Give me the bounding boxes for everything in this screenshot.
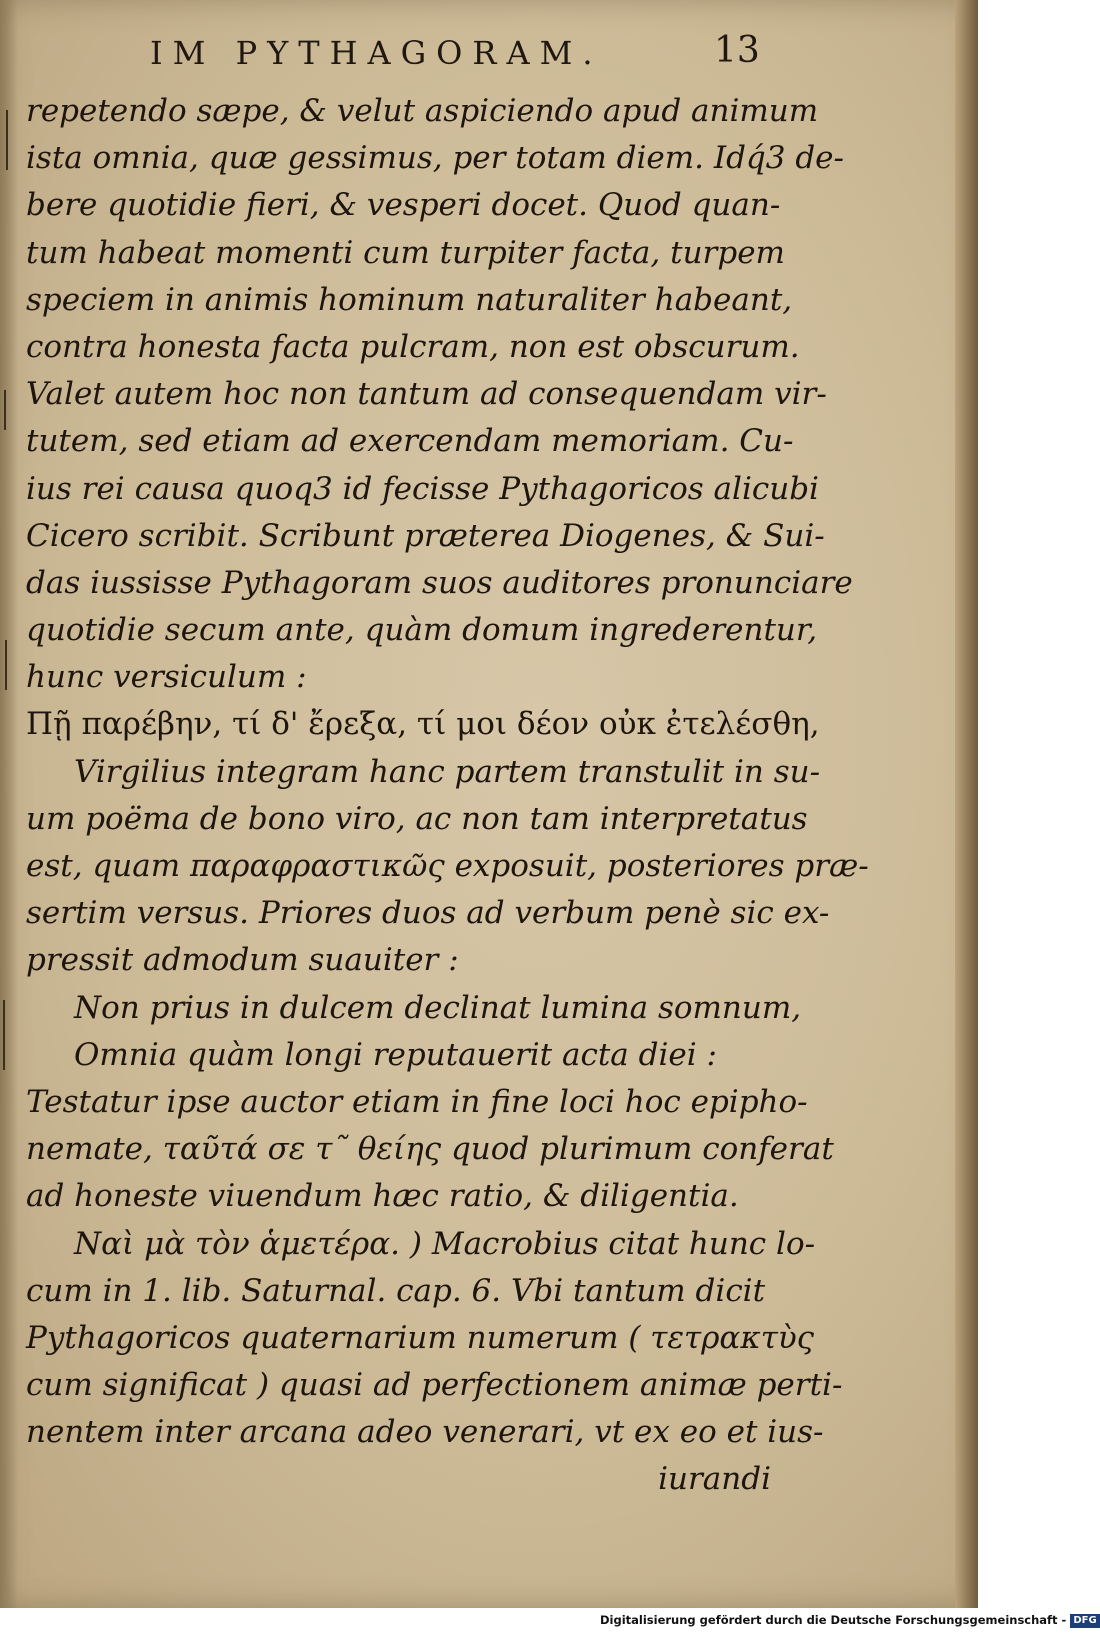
running-head: IM PYTHAGORAM. <box>150 34 603 72</box>
text-line: bere quotidie fieri, & vesperi docet. Quod quan- <box>26 187 781 224</box>
text-line: cum significat ) quasi ad perfectionem animæ perti- <box>26 1367 843 1404</box>
text-line: ius rei causa quoq3 id fecisse Pythagoricos alicubi <box>26 470 819 507</box>
text-line: ista omnia, quæ gessimus, per totam diem. Idq́3 de- <box>26 140 845 177</box>
text-line: tum habeat momenti cum turpiter facta, turpem <box>26 234 785 271</box>
lemma-line: Ναὶ μὰ τὸν ἁμετέρα. ) Macrobius citat hunc lo- <box>74 1225 816 1262</box>
text-line: hunc versiculum : <box>26 659 307 696</box>
digitization-credit <box>600 1613 1097 1631</box>
text-line: Testatur ipse auctor etiam in fine loci hoc epipho- <box>26 1083 808 1120</box>
verse-line: Omnia quàm longi reputauerit acta diei : <box>74 1036 717 1073</box>
text-line: est, quam παραφραστικῶς exposuit, posteriores præ- <box>26 848 869 884</box>
text-line: speciem in animis hominum naturaliter habeant, <box>26 281 793 318</box>
text-line: ad honeste viuendum hæc ratio, & diligentia. <box>26 1178 739 1215</box>
text-line: pressit admodum suauiter : <box>26 942 459 979</box>
text-line: sertim versus. Priores duos ad verbum penè sic ex- <box>26 895 830 932</box>
text-line: nemate, ταῦτά σε τ῀ θείης quod plurimum conferat <box>26 1131 834 1168</box>
catchword: iurandi <box>658 1461 771 1498</box>
page-edge <box>955 0 978 1608</box>
text-line: Pythagoricos quaternarium numerum ( τετρακτὺς <box>26 1319 815 1356</box>
margin-mark <box>3 1000 5 1070</box>
text-line: contra honesta facta pulcram, non est obscurum. <box>26 328 800 365</box>
margin-mark <box>5 640 7 690</box>
credit-text: Digitalisierung gefördert durch die Deutsche Forschungsgemeinschaft - <box>600 1613 1067 1627</box>
page-number: 13 <box>714 30 760 71</box>
text-line: nentem inter arcana adeo venerari, vt ex eo et ius- <box>26 1414 824 1451</box>
dfg-logo: DFG <box>1070 1614 1099 1628</box>
text-line: quotidie secum ante, quàm domum ingrederentur, <box>26 612 818 649</box>
text-line: Valet autem hoc non tantum ad consequendam vir- <box>26 376 827 413</box>
text-line: repetendo sæpe, & velut aspiciendo apud animum <box>26 93 819 129</box>
left-margin-marks <box>0 0 20 1608</box>
margin-mark <box>6 110 8 170</box>
text-line: Virgilius integram hanc partem transtulit in su- <box>74 753 821 790</box>
body-text <box>26 88 869 1504</box>
greek-verse-line: Πῇ παρέβην, τί δ' ἔρεξα, τί μοι δέον οὐκ ἐτελέσθη, <box>26 706 820 743</box>
text-line: cum in 1. lib. Saturnal. cap. 6. Vbi tantum dicit <box>26 1272 766 1309</box>
text-line: Cicero scribit. Scribunt præterea Diogenes, & Sui- <box>26 517 825 554</box>
verse-line: Non prius in dulcem declinat lumina somnum, <box>74 989 802 1026</box>
margin-mark <box>4 390 6 430</box>
text-line: um poëma de bono viro, ac non tam interpretatus <box>26 800 808 837</box>
text-line: das iussisse Pythagoram suos auditores pronunciare <box>26 564 853 601</box>
text-line: tutem, sed etiam ad exercendam memoriam. Cu- <box>26 423 794 460</box>
